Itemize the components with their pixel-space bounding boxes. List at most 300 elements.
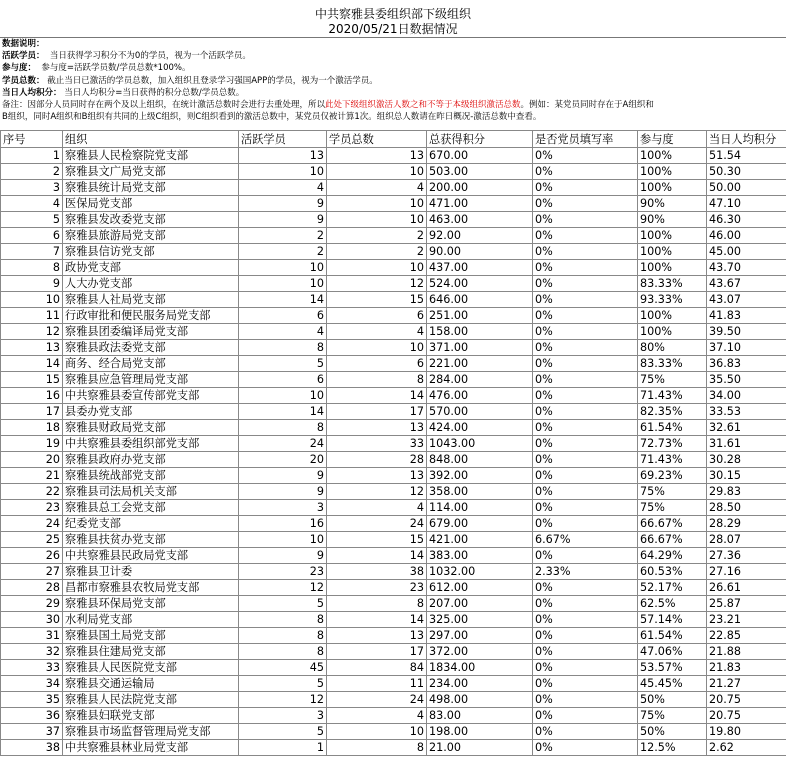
table-cell[interactable]: 90% (638, 212, 707, 228)
table-cell[interactable]: 医保局党支部 (63, 196, 239, 212)
table-cell[interactable]: 察雅县人社局党支部 (63, 292, 239, 308)
table-cell[interactable]: 100% (638, 148, 707, 164)
table-cell[interactable]: 察雅县环保局党支部 (63, 596, 239, 612)
table-cell[interactable]: 9 (239, 548, 327, 564)
table-cell[interactable]: 0% (533, 660, 638, 676)
table-cell[interactable]: 41.83 (707, 308, 786, 324)
table-cell[interactable]: 14 (327, 388, 427, 404)
table-cell[interactable]: 6 (327, 356, 427, 372)
table-cell[interactable]: 0% (533, 148, 638, 164)
table-cell[interactable]: 0% (533, 692, 638, 708)
table-cell[interactable]: 45.00 (707, 244, 786, 260)
table-cell[interactable]: 30.28 (707, 452, 786, 468)
table-cell[interactable]: 20.75 (707, 692, 786, 708)
table-cell[interactable]: 358.00 (427, 484, 533, 500)
table-cell[interactable]: 61.54% (638, 628, 707, 644)
table-cell[interactable]: 66.67% (638, 516, 707, 532)
table-cell[interactable]: 察雅县扶贫办党支部 (63, 532, 239, 548)
table-cell[interactable]: 62.5% (638, 596, 707, 612)
table-cell[interactable]: 33.53 (707, 404, 786, 420)
table-cell[interactable]: 3 (239, 708, 327, 724)
table-cell[interactable]: 14 (327, 548, 427, 564)
table-cell[interactable]: 5 (1, 212, 63, 228)
table-cell[interactable]: 5 (239, 596, 327, 612)
table-cell[interactable]: 200.00 (427, 180, 533, 196)
table-cell[interactable]: 100% (638, 164, 707, 180)
table-cell[interactable]: 中共察雅县林业局党支部 (63, 740, 239, 756)
table-cell[interactable]: 1043.00 (427, 436, 533, 452)
table-cell[interactable]: 100% (638, 228, 707, 244)
table-cell[interactable]: 8 (239, 420, 327, 436)
table-cell[interactable]: 10 (327, 212, 427, 228)
table-cell[interactable]: 20.75 (707, 708, 786, 724)
table-cell[interactable]: 53.57% (638, 660, 707, 676)
table-cell[interactable]: 27 (1, 564, 63, 580)
table-cell[interactable]: 198.00 (427, 724, 533, 740)
table-cell[interactable]: 52.17% (638, 580, 707, 596)
table-cell[interactable]: 8 (239, 644, 327, 660)
table-cell[interactable]: 中共察雅县委组织部党支部 (63, 436, 239, 452)
table-cell[interactable]: 6 (327, 308, 427, 324)
table-cell[interactable]: 察雅县总工会党支部 (63, 500, 239, 516)
table-cell[interactable]: 0% (533, 372, 638, 388)
table-cell[interactable]: 察雅县发改委党支部 (63, 212, 239, 228)
table-cell[interactable]: 43.70 (707, 260, 786, 276)
table-cell[interactable]: 0% (533, 292, 638, 308)
table-cell[interactable]: 848.00 (427, 452, 533, 468)
table-cell[interactable]: 35 (1, 692, 63, 708)
table-cell[interactable]: 46.00 (707, 228, 786, 244)
table-cell[interactable]: 12 (327, 276, 427, 292)
table-cell[interactable]: 10 (327, 164, 427, 180)
table-cell[interactable]: 6 (239, 372, 327, 388)
table-cell[interactable]: 47.10 (707, 196, 786, 212)
table-cell[interactable]: 12 (239, 692, 327, 708)
table-cell[interactable]: 0% (533, 244, 638, 260)
table-cell[interactable]: 93.33% (638, 292, 707, 308)
table-cell[interactable]: 38 (327, 564, 427, 580)
table-cell[interactable]: 0% (533, 228, 638, 244)
table-cell[interactable]: 25 (1, 532, 63, 548)
table-cell[interactable]: 21.88 (707, 644, 786, 660)
table-cell[interactable]: 0% (533, 740, 638, 756)
table-cell[interactable]: 71.43% (638, 388, 707, 404)
table-cell[interactable]: 8 (327, 740, 427, 756)
table-cell[interactable]: 10 (327, 196, 427, 212)
table-cell[interactable]: 15 (327, 292, 427, 308)
table-cell[interactable]: 33 (327, 436, 427, 452)
table-cell[interactable]: 0% (533, 644, 638, 660)
table-cell[interactable]: 32 (1, 644, 63, 660)
table-cell[interactable]: 372.00 (427, 644, 533, 660)
table-cell[interactable]: 0% (533, 580, 638, 596)
table-cell[interactable]: 14 (1, 356, 63, 372)
table-cell[interactable]: 297.00 (427, 628, 533, 644)
table-cell[interactable]: 4 (239, 324, 327, 340)
table-cell[interactable]: 0% (533, 676, 638, 692)
table-cell[interactable]: 60.53% (638, 564, 707, 580)
table-cell[interactable]: 4 (327, 708, 427, 724)
table-cell[interactable]: 21.00 (427, 740, 533, 756)
table-cell[interactable]: 0% (533, 164, 638, 180)
table-cell[interactable]: 50.30 (707, 164, 786, 180)
table-cell[interactable]: 2 (327, 228, 427, 244)
table-cell[interactable]: 0% (533, 212, 638, 228)
table-cell[interactable]: 8 (239, 628, 327, 644)
table-cell[interactable]: 66.67% (638, 532, 707, 548)
table-cell[interactable]: 100% (638, 260, 707, 276)
table-cell[interactable]: 13 (327, 148, 427, 164)
table-cell[interactable]: 26 (1, 548, 63, 564)
table-cell[interactable]: 纪委党支部 (63, 516, 239, 532)
table-cell[interactable]: 16 (1, 388, 63, 404)
table-cell[interactable]: 43.67 (707, 276, 786, 292)
table-cell[interactable]: 570.00 (427, 404, 533, 420)
table-cell[interactable]: 46.30 (707, 212, 786, 228)
table-cell[interactable]: 察雅县住建局党支部 (63, 644, 239, 660)
table-cell[interactable]: 1032.00 (427, 564, 533, 580)
table-cell[interactable]: 政协党支部 (63, 260, 239, 276)
table-cell[interactable]: 17 (327, 644, 427, 660)
table-cell[interactable]: 1 (1, 148, 63, 164)
table-cell[interactable]: 90% (638, 196, 707, 212)
table-cell[interactable]: 437.00 (427, 260, 533, 276)
table-cell[interactable]: 察雅县统计局党支部 (63, 180, 239, 196)
table-cell[interactable]: 670.00 (427, 148, 533, 164)
table-cell[interactable]: 498.00 (427, 692, 533, 708)
table-cell[interactable]: 71.43% (638, 452, 707, 468)
table-cell[interactable]: 75% (638, 708, 707, 724)
table-cell[interactable]: 30 (1, 612, 63, 628)
table-cell[interactable]: 100% (638, 324, 707, 340)
table-cell[interactable]: 0% (533, 452, 638, 468)
table-cell[interactable]: 24 (327, 516, 427, 532)
table-cell[interactable]: 19 (1, 436, 63, 452)
table-cell[interactable]: 100% (638, 308, 707, 324)
table-cell[interactable]: 57.14% (638, 612, 707, 628)
table-cell[interactable]: 47.06% (638, 644, 707, 660)
table-cell[interactable]: 13 (327, 468, 427, 484)
table-cell[interactable]: 69.23% (638, 468, 707, 484)
table-cell[interactable]: 234.00 (427, 676, 533, 692)
table-cell[interactable]: 8 (327, 372, 427, 388)
table-cell[interactable]: 13 (1, 340, 63, 356)
table-cell[interactable]: 421.00 (427, 532, 533, 548)
table-cell[interactable]: 察雅县团委编译局党支部 (63, 324, 239, 340)
column-header[interactable]: 组织 (63, 131, 239, 148)
table-cell[interactable]: 5 (239, 356, 327, 372)
table-cell[interactable]: 0% (533, 612, 638, 628)
table-cell[interactable]: 0% (533, 500, 638, 516)
table-cell[interactable]: 4 (239, 180, 327, 196)
table-cell[interactable]: 察雅县交通运输局 (63, 676, 239, 692)
table-cell[interactable]: 27.16 (707, 564, 786, 580)
table-cell[interactable]: 0% (533, 516, 638, 532)
table-cell[interactable]: 3 (239, 500, 327, 516)
table-cell[interactable]: 商务、经合局党支部 (63, 356, 239, 372)
table-cell[interactable]: 9 (239, 212, 327, 228)
table-cell[interactable]: 中共察雅县民政局党支部 (63, 548, 239, 564)
table-cell[interactable]: 8 (327, 596, 427, 612)
column-header[interactable]: 参与度 (638, 131, 707, 148)
table-cell[interactable]: 646.00 (427, 292, 533, 308)
table-cell[interactable]: 12 (1, 324, 63, 340)
table-cell[interactable]: 84 (327, 660, 427, 676)
table-cell[interactable]: 2 (239, 228, 327, 244)
table-cell[interactable]: 50.00 (707, 180, 786, 196)
table-cell[interactable]: 0% (533, 596, 638, 612)
table-cell[interactable]: 21 (1, 468, 63, 484)
table-cell[interactable]: 0% (533, 196, 638, 212)
table-cell[interactable]: 23 (1, 500, 63, 516)
table-cell[interactable]: 1834.00 (427, 660, 533, 676)
table-cell[interactable]: 察雅县国土局党支部 (63, 628, 239, 644)
table-cell[interactable]: 0% (533, 388, 638, 404)
table-cell[interactable]: 10 (239, 276, 327, 292)
table-cell[interactable]: 5 (239, 724, 327, 740)
table-cell[interactable]: 325.00 (427, 612, 533, 628)
table-cell[interactable]: 6 (239, 308, 327, 324)
table-cell[interactable]: 0% (533, 324, 638, 340)
table-cell[interactable]: 158.00 (427, 324, 533, 340)
table-cell[interactable]: 县委办党支部 (63, 404, 239, 420)
table-cell[interactable]: 10 (327, 724, 427, 740)
table-cell[interactable]: 64.29% (638, 548, 707, 564)
table-cell[interactable]: 22 (1, 484, 63, 500)
table-cell[interactable]: 6 (1, 228, 63, 244)
table-cell[interactable]: 35.50 (707, 372, 786, 388)
table-cell[interactable]: 61.54% (638, 420, 707, 436)
table-cell[interactable]: 10 (239, 388, 327, 404)
table-cell[interactable]: 察雅县人民检察院党支部 (63, 148, 239, 164)
table-cell[interactable]: 9 (1, 276, 63, 292)
table-cell[interactable]: 水利局党支部 (63, 612, 239, 628)
table-cell[interactable]: 28 (327, 452, 427, 468)
table-cell[interactable]: 2.62 (707, 740, 786, 756)
table-cell[interactable]: 10 (327, 340, 427, 356)
table-cell[interactable]: 50% (638, 692, 707, 708)
table-cell[interactable]: 21.83 (707, 660, 786, 676)
table-cell[interactable]: 0% (533, 180, 638, 196)
table-cell[interactable]: 0% (533, 484, 638, 500)
table-cell[interactable]: 463.00 (427, 212, 533, 228)
table-cell[interactable]: 10 (239, 260, 327, 276)
table-cell[interactable]: 察雅县人民法院党支部 (63, 692, 239, 708)
table-cell[interactable]: 83.33% (638, 356, 707, 372)
table-cell[interactable]: 11 (1, 308, 63, 324)
table-cell[interactable]: 0% (533, 548, 638, 564)
table-cell[interactable]: 6.67% (533, 532, 638, 548)
table-cell[interactable]: 100% (638, 244, 707, 260)
table-cell[interactable]: 16 (239, 516, 327, 532)
table-cell[interactable]: 察雅县旅游局党支部 (63, 228, 239, 244)
table-cell[interactable]: 100% (638, 180, 707, 196)
column-header[interactable]: 序号 (1, 131, 63, 148)
table-cell[interactable]: 10 (239, 532, 327, 548)
table-cell[interactable]: 43.07 (707, 292, 786, 308)
table-cell[interactable]: 2 (327, 244, 427, 260)
table-cell[interactable]: 50% (638, 724, 707, 740)
table-cell[interactable]: 24 (1, 516, 63, 532)
table-cell[interactable]: 90.00 (427, 244, 533, 260)
table-cell[interactable]: 36.83 (707, 356, 786, 372)
table-cell[interactable]: 察雅县卫计委 (63, 564, 239, 580)
table-cell[interactable]: 32.61 (707, 420, 786, 436)
table-cell[interactable]: 10 (327, 260, 427, 276)
table-cell[interactable]: 392.00 (427, 468, 533, 484)
table-cell[interactable]: 31 (1, 628, 63, 644)
table-cell[interactable]: 12 (327, 484, 427, 500)
table-cell[interactable]: 72.73% (638, 436, 707, 452)
table-cell[interactable]: 察雅县市场监督管理局党支部 (63, 724, 239, 740)
table-cell[interactable]: 察雅县妇联党支部 (63, 708, 239, 724)
table-cell[interactable]: 383.00 (427, 548, 533, 564)
table-cell[interactable]: 察雅县文广局党支部 (63, 164, 239, 180)
table-cell[interactable]: 察雅县司法局机关支部 (63, 484, 239, 500)
table-cell[interactable]: 37.10 (707, 340, 786, 356)
table-cell[interactable]: 221.00 (427, 356, 533, 372)
table-cell[interactable]: 察雅县统战部党支部 (63, 468, 239, 484)
table-cell[interactable]: 20 (239, 452, 327, 468)
table-cell[interactable]: 27.36 (707, 548, 786, 564)
table-cell[interactable]: 25.87 (707, 596, 786, 612)
table-cell[interactable]: 1 (239, 740, 327, 756)
table-cell[interactable]: 18 (1, 420, 63, 436)
table-cell[interactable]: 0% (533, 436, 638, 452)
table-cell[interactable]: 80% (638, 340, 707, 356)
table-cell[interactable]: 503.00 (427, 164, 533, 180)
table-cell[interactable]: 0% (533, 724, 638, 740)
table-cell[interactable]: 33 (1, 660, 63, 676)
table-cell[interactable]: 10 (1, 292, 63, 308)
table-cell[interactable]: 21.27 (707, 676, 786, 692)
table-cell[interactable]: 34.00 (707, 388, 786, 404)
table-cell[interactable]: 2 (1, 164, 63, 180)
table-cell[interactable]: 29.83 (707, 484, 786, 500)
table-cell[interactable]: 19.80 (707, 724, 786, 740)
table-cell[interactable]: 114.00 (427, 500, 533, 516)
table-cell[interactable]: 15 (1, 372, 63, 388)
table-cell[interactable]: 612.00 (427, 580, 533, 596)
table-cell[interactable]: 行政审批和便民服务局党支部 (63, 308, 239, 324)
table-cell[interactable]: 4 (327, 324, 427, 340)
table-cell[interactable]: 察雅县人民医院党支部 (63, 660, 239, 676)
table-cell[interactable]: 28.29 (707, 516, 786, 532)
table-cell[interactable]: 8 (239, 340, 327, 356)
table-cell[interactable]: 471.00 (427, 196, 533, 212)
table-cell[interactable]: 36 (1, 708, 63, 724)
table-cell[interactable]: 察雅县政法委党支部 (63, 340, 239, 356)
table-cell[interactable]: 4 (327, 500, 427, 516)
table-cell[interactable]: 31.61 (707, 436, 786, 452)
table-cell[interactable]: 524.00 (427, 276, 533, 292)
table-cell[interactable]: 13 (327, 420, 427, 436)
table-cell[interactable]: 0% (533, 628, 638, 644)
table-cell[interactable]: 0% (533, 708, 638, 724)
table-cell[interactable]: 476.00 (427, 388, 533, 404)
table-cell[interactable]: 75% (638, 372, 707, 388)
table-cell[interactable]: 0% (533, 276, 638, 292)
table-cell[interactable]: 14 (239, 292, 327, 308)
table-cell[interactable]: 中共察雅县委宣传部党支部 (63, 388, 239, 404)
table-cell[interactable]: 23 (239, 564, 327, 580)
table-cell[interactable]: 察雅县政府办党支部 (63, 452, 239, 468)
table-cell[interactable]: 82.35% (638, 404, 707, 420)
table-cell[interactable]: 83.00 (427, 708, 533, 724)
table-cell[interactable]: 0% (533, 340, 638, 356)
table-cell[interactable]: 679.00 (427, 516, 533, 532)
table-cell[interactable]: 371.00 (427, 340, 533, 356)
table-cell[interactable]: 28.50 (707, 500, 786, 516)
table-cell[interactable]: 察雅县应急管理局党支部 (63, 372, 239, 388)
table-cell[interactable]: 察雅县信访党支部 (63, 244, 239, 260)
table-cell[interactable]: 2.33% (533, 564, 638, 580)
table-cell[interactable]: 13 (239, 148, 327, 164)
table-cell[interactable]: 22.85 (707, 628, 786, 644)
table-cell[interactable]: 24 (239, 436, 327, 452)
table-cell[interactable]: 20 (1, 452, 63, 468)
table-cell[interactable]: 30.15 (707, 468, 786, 484)
table-cell[interactable]: 28.07 (707, 532, 786, 548)
column-header[interactable]: 总获得积分 (427, 131, 533, 148)
table-cell[interactable]: 45 (239, 660, 327, 676)
table-cell[interactable]: 3 (1, 180, 63, 196)
table-cell[interactable]: 39.50 (707, 324, 786, 340)
table-cell[interactable]: 11 (327, 676, 427, 692)
table-cell[interactable]: 17 (327, 404, 427, 420)
table-cell[interactable]: 37 (1, 724, 63, 740)
table-cell[interactable]: 0% (533, 420, 638, 436)
table-cell[interactable]: 29 (1, 596, 63, 612)
table-cell[interactable]: 83.33% (638, 276, 707, 292)
table-cell[interactable]: 14 (239, 404, 327, 420)
table-cell[interactable]: 0% (533, 260, 638, 276)
table-cell[interactable]: 45.45% (638, 676, 707, 692)
table-cell[interactable]: 17 (1, 404, 63, 420)
table-cell[interactable]: 12.5% (638, 740, 707, 756)
table-cell[interactable]: 14 (327, 612, 427, 628)
table-cell[interactable]: 34 (1, 676, 63, 692)
table-cell[interactable]: 92.00 (427, 228, 533, 244)
table-cell[interactable]: 人大办党支部 (63, 276, 239, 292)
table-cell[interactable]: 8 (239, 612, 327, 628)
table-cell[interactable]: 23.21 (707, 612, 786, 628)
table-cell[interactable]: 251.00 (427, 308, 533, 324)
table-cell[interactable]: 10 (239, 164, 327, 180)
column-header[interactable]: 学员总数 (327, 131, 427, 148)
table-cell[interactable]: 7 (1, 244, 63, 260)
table-cell[interactable]: 9 (239, 468, 327, 484)
table-cell[interactable]: 5 (239, 676, 327, 692)
table-cell[interactable]: 察雅县财政局党支部 (63, 420, 239, 436)
table-cell[interactable]: 4 (327, 180, 427, 196)
table-cell[interactable]: 0% (533, 356, 638, 372)
table-cell[interactable]: 24 (327, 692, 427, 708)
column-header[interactable]: 活跃学员 (239, 131, 327, 148)
table-cell[interactable]: 15 (327, 532, 427, 548)
table-cell[interactable]: 75% (638, 484, 707, 500)
table-cell[interactable]: 0% (533, 308, 638, 324)
table-cell[interactable]: 昌都市察雅县农牧局党支部 (63, 580, 239, 596)
table-cell[interactable]: 12 (239, 580, 327, 596)
table-cell[interactable]: 0% (533, 468, 638, 484)
table-cell[interactable]: 9 (239, 484, 327, 500)
table-cell[interactable]: 51.54 (707, 148, 786, 164)
table-cell[interactable]: 207.00 (427, 596, 533, 612)
table-cell[interactable]: 8 (1, 260, 63, 276)
table-cell[interactable]: 23 (327, 580, 427, 596)
column-header[interactable]: 当日人均积分 (707, 131, 786, 148)
